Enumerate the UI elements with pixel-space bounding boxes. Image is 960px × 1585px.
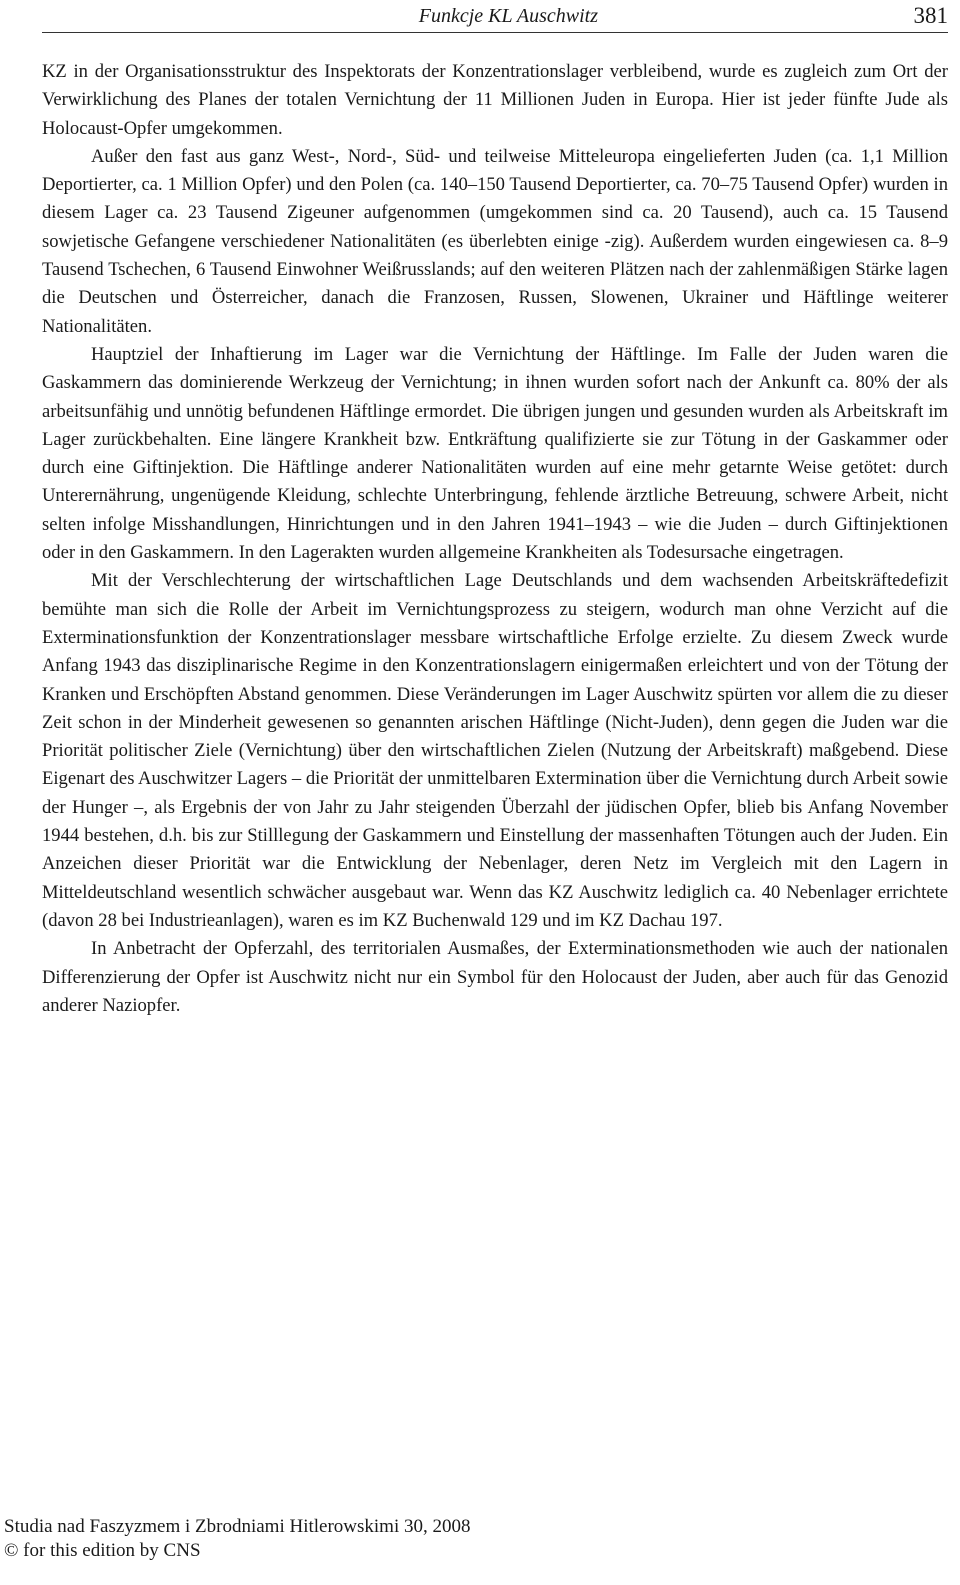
paragraph: KZ in der Organisationsstruktur des Inspektorats der Konzentrationslager verbleibend, wurde es zugleich zum Ort der Verwirklichung des Planes der totalen Vernichtung der 11 Millionen Juden in Europa. Hier ist jeder fünfte Jude als Holocaust-Opfer umgekommen. [42,61,948,139]
paragraph: Hauptziel der Inhaftierung im Lager war die Vernichtung der Häftlinge. Im Falle der Juden waren die Gaskammern das dominierende Werkzeug der Vernichtung; in ihnen wurden sofort nach der Ankunft ca. 80% der als arbeitsunfähig und unnötig befundenen Häftlinge ermordet. Die übrigen jungen und gesunden wurden als Arbeitskraft im Lager zurückbehalten. Eine längere Krankheit bzw. Entkräftung qualifizierte sie zur Tötung in der Gaskammer oder durch eine Giftinjektion. Die Häftlinge anderer Nationalitäten wurden auf eine mehr getarnte Weise getötet: durch Unterernährung, ungenügende Kleidung, schlechte Unterbringung, fehlende ärztliche Betreuung, schwere Arbeit, nicht selten infolge Misshandlungen, Hinrichtungen und in den Jahren 1941–1943 – wie die Juden – durch Giftinjektionen oder in den Gaskammern. In den Lagerakten wurden allgemeine Krankheiten als Todesursache eingetragen. [42,343,948,564]
page-header [42,2,948,33]
page-footer [4,1515,471,1563]
journal-citation: Studia nad Faszyzmem i Zbrodniami Hitlerowskimi 30, 2008 [4,1516,471,1537]
body-text [42,58,948,1020]
running-title: Funkcje KL Auschwitz [418,5,598,27]
paragraph: Außer den fast aus ganz West-, Nord-, Süd- und teilweise Mitteleuropa eingelieferten Juden (ca. 1,1 Million Deportierter, ca. 1 Million Opfer) und den Polen (ca. 140–150 Tausend Deportierter, ca. 70–75 Tausend Opfer) wurden in diesem Lager ca. 23 Tausend Zigeuner aufgenommen (umgekommen sind ca. 20 Tausend), auch ca. 15 Tausend sowjetische Gefangene verschiedener Nationalitäten (es überlebten einige -zig). Außerdem wurden eingewiesen ca. 8–9 Tausend Tschechen, 6 Tausend Einwohner Weißrusslands; auf den weiteren Plätzen nach der zahlenmäßigen Stärke lagen die Deutschen und Österreicher, danach die Franzosen, Russen, Slowenen, Ukrainer und Häftlinge weiterer Nationalitäten. [42,145,948,337]
page-number: 381 [913,3,948,28]
copyright-notice: © for this edition by CNS [4,1540,201,1561]
paragraph: Mit der Verschlechterung der wirtschaftlichen Lage Deutschlands und dem wachsenden Arbeitskräftedefizit bemühte man sich die Rolle der Arbeit im Vernichtungsprozess zu steigern, wodurch man ohne Verzicht auf die Exterminationsfunktion der Konzentrationslager messbare wirtschaftliche Erfolge erzielte. Zu diesem Zweck wurde Anfang 1943 das disziplinarische Regime in den Konzentrationslagern einigermaßen erleichtert und von der Tötung der Kranken und Erschöpften Abstand genommen. Diese Veränderungen im Lager Auschwitz spürten vor allem die zu dieser Zeit schon in der Minderheit gewesenen so genannten arischen Häftlinge (Nicht-Juden), denn gegen die Juden war die Priorität politischer Ziele (Vernichtung) über den wirtschaftlichen Zielen (Nutzung der Arbeitskraft) maßgebend. Diese Eigenart des Auschwitzer Lagers – die Priorität der unmittelbaren Extermination über die Vernichtung durch Arbeit sowie der Hunger –, als Ergebnis der von Jahr zu Jahr steigenden Überzahl der jüdischen Opfer, blieb bis Anfang November 1944 bestehen, d.h. bis zur Stilllegung der Gaskammern und Einstellung der massenhaften Tötungen auch der Juden. Ein Anzeichen dieser Priorität war die Entwicklung der Nebenlager, deren Netz im Vergleich mit den Lagern in Mitteldeutschland wesentlich schwächer ausgebaut war. Wenn das KZ Auschwitz lediglich ca. 40 Nebenlager errichtete (davon 28 bei Industrieanlagen), waren es im KZ Buchenwald 129 und im KZ Dachau 197. [42,570,948,931]
paragraph: In Anbetracht der Opferzahl, des territorialen Ausmaßes, der Exterminationsmethoden wie auch der nationalen Differenzierung der Opfer ist Auschwitz nicht nur ein Symbol für den Holocaust der Juden, aber auch für das Genozid anderer Naziopfer. [42,938,948,1016]
